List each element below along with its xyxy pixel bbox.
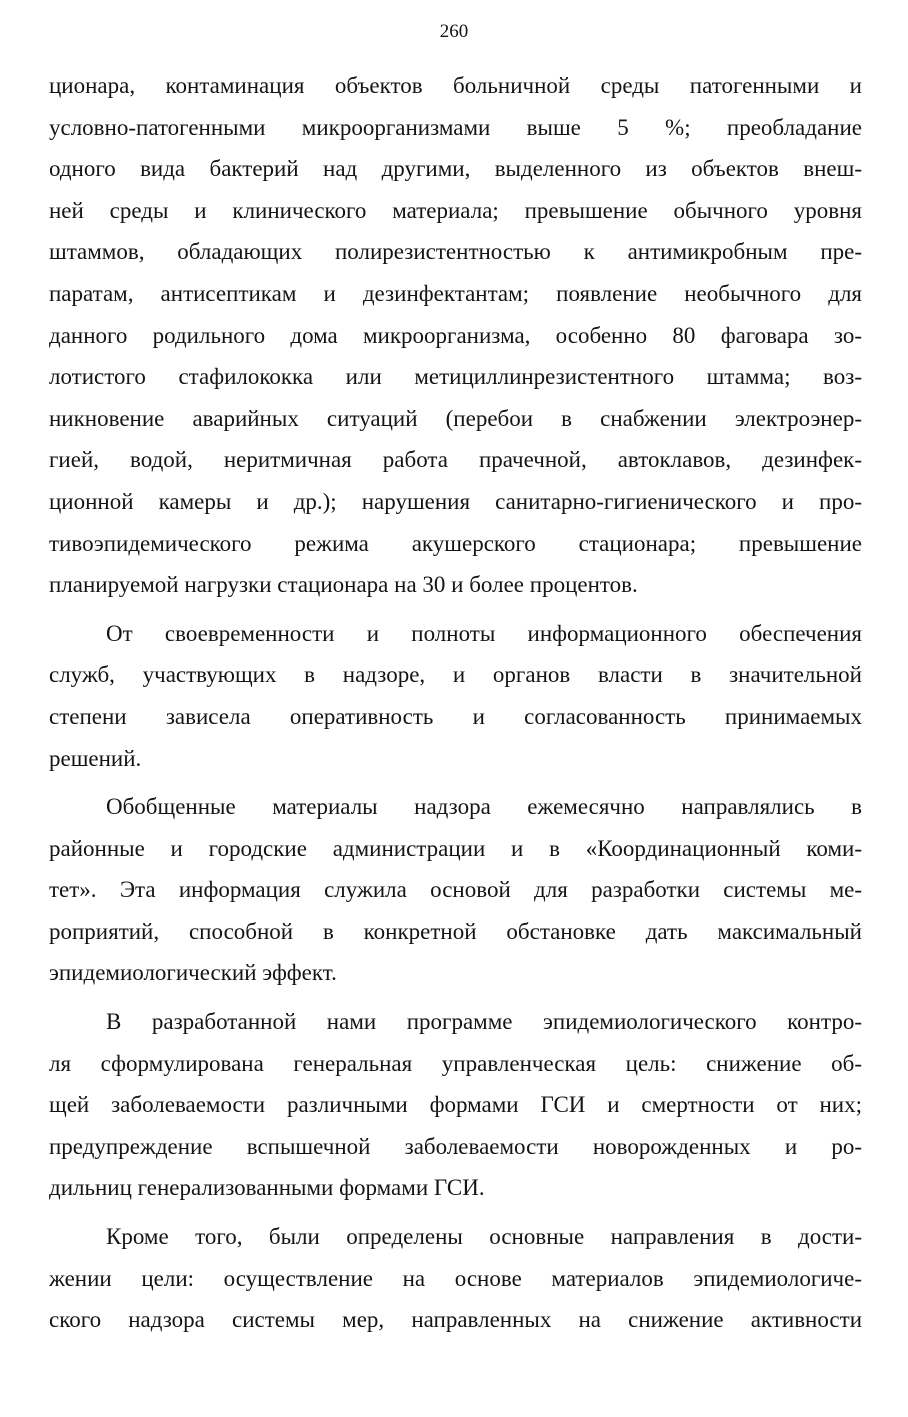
- paragraph-gap: [49, 999, 862, 1006]
- paragraph: [49, 791, 862, 999]
- text-line: служб, участвующих в надзоре, и органов власти в значительной: [49, 662, 862, 688]
- text-line: жении цели: осуществление на основе материалов эпидемиологиче-: [49, 1265, 862, 1291]
- text-line: ней среды и клинического материала; превышение обычного уровня: [49, 197, 862, 223]
- text-line: ля сформулирована генеральная управленческая цель: снижение об-: [49, 1050, 862, 1076]
- text-line: От своевременности и полноты информационного обеспечения: [106, 620, 862, 646]
- paragraph: [49, 618, 862, 784]
- text-line: степени зависела оперативность и согласованность принимаемых: [49, 703, 862, 729]
- paragraph: [49, 1006, 862, 1214]
- page-number: 260: [439, 21, 469, 42]
- text-line: Кроме того, были определены основные направления в дости-: [106, 1224, 862, 1250]
- text-line: одного вида бактерий над другими, выделенного из объектов внеш-: [49, 156, 862, 182]
- text-line: тет». Эта информация служила основой для разработки системы ме-: [49, 877, 862, 903]
- paragraph-gap: [49, 784, 862, 791]
- text-line: планируемой нагрузки стационара на 30 и более процентов.: [49, 572, 638, 598]
- text-line: тивоэпидемического режима акушерского стационара; превышение: [49, 530, 862, 556]
- text-line: ционной камеры и др.); нарушения санитарно-гигиенического и про-: [49, 488, 862, 514]
- paragraph-gap: [49, 1214, 862, 1221]
- text-line: условно-патогенными микроорганизмами выше 5 %; преобладание: [49, 114, 862, 140]
- paragraph: [49, 70, 862, 611]
- text-line: паратам, антисептикам и дезинфектантам; появление необычного для: [49, 280, 862, 306]
- text-line: ционара, контаминация объектов больничной среды патогенными и: [49, 73, 862, 98]
- text-line: лотистого стафилококка или метициллинрезистентного штамма; воз-: [49, 364, 862, 390]
- text-line: предупреждение вспышечной заболеваемости новорожденных и ро-: [49, 1133, 862, 1159]
- text-line: щей заболеваемости различными формами ГСИ и смертности от них;: [49, 1092, 862, 1118]
- text-line: Обобщенные материалы надзора ежемесячно направлялись в: [106, 794, 862, 820]
- text-line: гией, водой, неритмичная работа прачечной, автоклавов, дезинфек-: [49, 447, 862, 473]
- text-line: районные и городские администрации и в «Координационный коми-: [49, 835, 862, 861]
- paragraph: [49, 1221, 862, 1346]
- text-line: никновение аварийных ситуаций (перебои в снабжении электроэнер-: [49, 405, 862, 431]
- text-line: В разработанной нами программе эпидемиологического контро-: [106, 1009, 862, 1035]
- paragraph-gap: [49, 611, 862, 618]
- text-line: данного родильного дома микроорганизма, особенно 80 фаговара зо-: [49, 322, 862, 348]
- text-line: ского надзора системы мер, направленных на снижение активности: [49, 1307, 862, 1333]
- text-line: дильниц генерализованными формами ГСИ.: [49, 1175, 485, 1201]
- text-line: решений.: [49, 745, 142, 771]
- text-line: штаммов, обладающих полирезистентностью к антимикробным пре-: [49, 239, 862, 265]
- body-text: [49, 70, 862, 1346]
- text-line: эпидемиологический эффект.: [49, 960, 337, 986]
- text-line: роприятий, способной в конкретной обстановке дать максимальный: [49, 918, 862, 944]
